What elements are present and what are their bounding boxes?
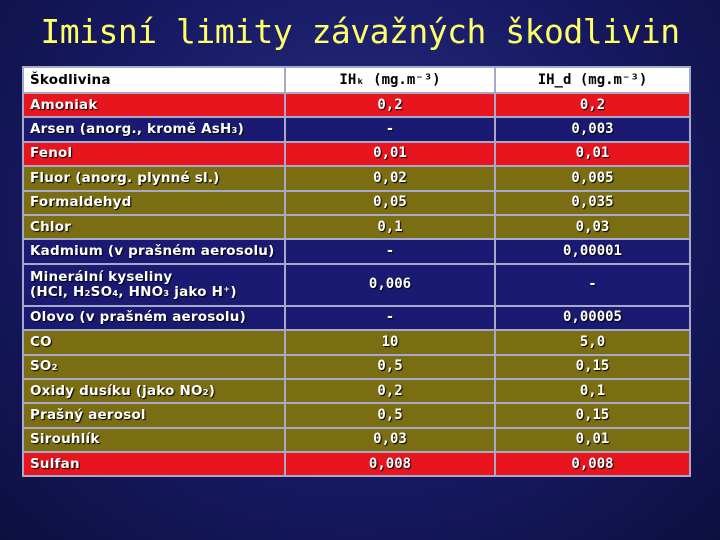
ihk-value: - [285, 306, 495, 330]
pollutant-name [23, 452, 285, 476]
table-row [23, 215, 690, 239]
pollutant-name-line: Fluor (anorg. plynné sl.) [30, 169, 220, 186]
table-row [23, 452, 690, 476]
table-row [23, 403, 690, 427]
table-row [23, 166, 690, 190]
ihk-value: 0,03 [285, 428, 495, 452]
ihk-value: 0,2 [285, 93, 495, 117]
pollutant-name-line: Amoniak [30, 96, 98, 113]
pollutant-name-line: Oxidy dusíku (jako NO₂) [30, 382, 216, 399]
pollutant-limits-table [22, 66, 691, 477]
ihd-value: 0,005 [495, 166, 690, 190]
table-row [23, 330, 690, 354]
pollutant-name-line: Formaldehyd [30, 194, 132, 211]
ihd-value: 0,00001 [495, 239, 690, 263]
pollutant-name [23, 306, 285, 330]
ihk-value: 10 [285, 330, 495, 354]
pollutant-name [23, 191, 285, 215]
pollutant-name [23, 93, 285, 117]
ihk-value: 0,008 [285, 452, 495, 476]
table-row [23, 264, 690, 306]
ihd-value: 0,00005 [495, 306, 690, 330]
ihd-value: 0,2 [495, 93, 690, 117]
ihd-value: 0,035 [495, 191, 690, 215]
table-row [23, 191, 690, 215]
ihd-value: 5,0 [495, 330, 690, 354]
pollutant-name-line: Arsen (anorg., kromě AsH₃) [30, 121, 244, 138]
pollutant-name-line-2: (HCl, H₂SO₄, HNO₃ jako H⁺) [30, 283, 237, 300]
pollutant-name [23, 428, 285, 452]
table-row [23, 239, 690, 263]
ihd-value: 0,15 [495, 403, 690, 427]
pollutant-name [23, 403, 285, 427]
header-ihk: IHₖ (mg.m⁻³) [285, 67, 495, 93]
header-pollutant: Škodlivina [23, 67, 285, 93]
pollutant-name-line: Sulfan [30, 455, 80, 472]
pollutant-name-line: SO₂ [30, 358, 58, 375]
table-row [23, 355, 690, 379]
pollutant-name [23, 142, 285, 166]
ihk-value: 0,5 [285, 403, 495, 427]
pollutant-name [23, 215, 285, 239]
pollutant-name-line: CO [30, 333, 52, 350]
ihk-value: 0,02 [285, 166, 495, 190]
table-row [23, 93, 690, 117]
ihd-value: - [495, 264, 690, 306]
ihd-value: 0,008 [495, 452, 690, 476]
ihd-value: 0,003 [495, 117, 690, 141]
ihk-value: - [285, 239, 495, 263]
ihk-value: 0,5 [285, 355, 495, 379]
table-row [23, 379, 690, 403]
pollutant-name [23, 166, 285, 190]
page-title: Imisní limity závažných škodlivin [40, 12, 680, 51]
ihk-value: 0,006 [285, 264, 495, 306]
pollutant-name [23, 264, 285, 306]
ihd-value: 0,03 [495, 215, 690, 239]
ihk-value: 0,1 [285, 215, 495, 239]
ihk-value: 0,2 [285, 379, 495, 403]
pollutant-name [23, 239, 285, 263]
pollutant-name-line: Chlor [30, 218, 72, 235]
pollutant-name-line: Sirouhlík [30, 431, 100, 448]
table-row [23, 428, 690, 452]
table-row [23, 142, 690, 166]
pollutant-name-line: Minerální kyseliny [30, 268, 173, 285]
ihd-value: 0,1 [495, 379, 690, 403]
pollutant-name [23, 117, 285, 141]
ihk-value: 0,01 [285, 142, 495, 166]
ihd-value: 0,01 [495, 142, 690, 166]
pollutant-name [23, 379, 285, 403]
table-row [23, 306, 690, 330]
ihk-value: - [285, 117, 495, 141]
pollutant-name-line: Olovo (v prašném aerosolu) [30, 309, 246, 326]
pollutant-name-line: Kadmium (v prašném aerosolu) [30, 243, 275, 260]
header-ihd: IH_d (mg.m⁻³) [495, 67, 690, 93]
table-header-row [23, 67, 690, 93]
pollutant-name-line: Prašný aerosol [30, 406, 146, 423]
pollutant-name [23, 330, 285, 354]
ihk-value: 0,05 [285, 191, 495, 215]
pollutant-name [23, 355, 285, 379]
table-row [23, 117, 690, 141]
ihd-value: 0,01 [495, 428, 690, 452]
pollutant-name-line: Fenol [30, 145, 73, 162]
ihd-value: 0,15 [495, 355, 690, 379]
